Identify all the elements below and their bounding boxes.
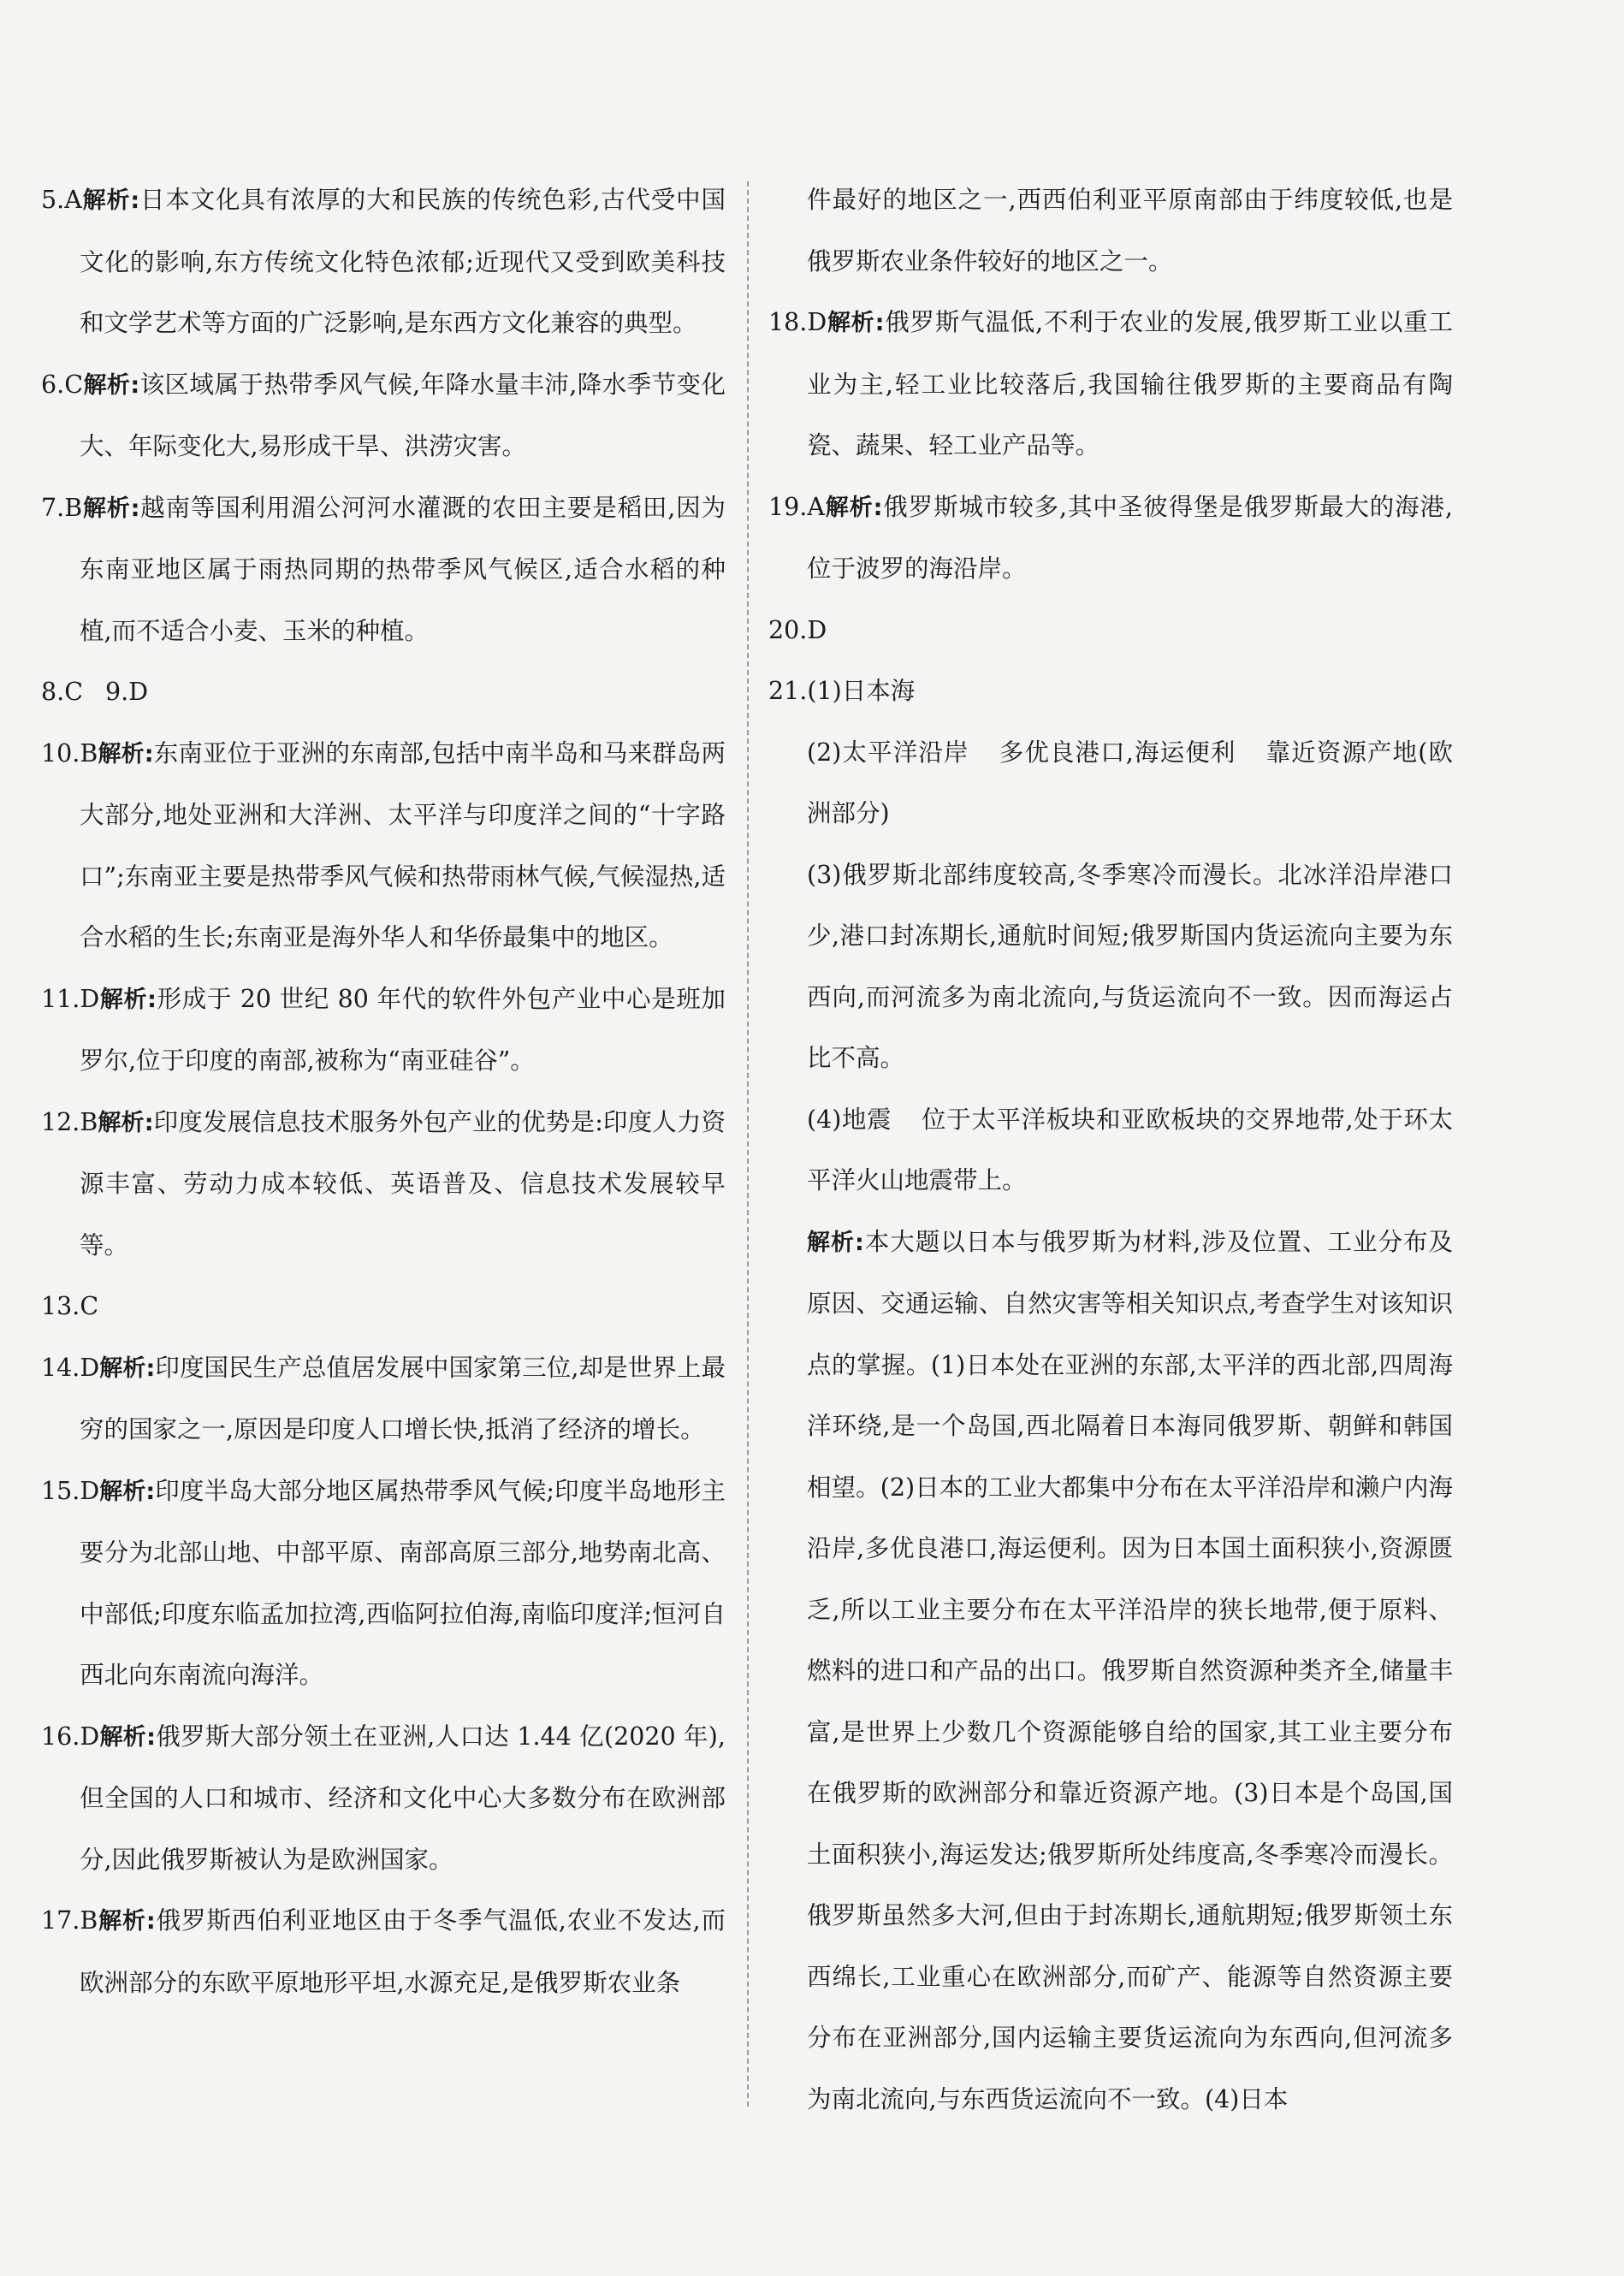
analysis-text: 印度国民生产总值居发展中国家第三位,却是世界上最穷的国家之一,原因是印度人口增长快,抵消了经济的增长。: [80, 1353, 726, 1443]
answer-number: 7.B: [41, 493, 83, 522]
analysis-text: 俄罗斯大部分领土在亚洲,人口达 1.44 亿(2020 年),但全国的人口和城市、经济和文化中心大多数分布在欧洲部分,因此俄罗斯被认为是欧洲国家。: [80, 1722, 726, 1874]
analysis-text: 俄罗斯气温低,不利于农业的发展,俄罗斯工业以重工业为主,轻工业比较落后,我国输往俄罗斯的主要商品有陶瓷、蔬果、轻工业产品等。: [807, 308, 1453, 459]
answer-item-10: [41, 723, 726, 969]
answer-item-12: [41, 1092, 726, 1277]
analysis-label: 解析:: [82, 495, 140, 522]
analysis-label: 解析:: [98, 1109, 154, 1136]
answer-21-analysis: [768, 1212, 1453, 2131]
analysis-label: 解析:: [99, 986, 157, 1013]
answer-item-19: [768, 477, 1453, 600]
answer-number: 14.D: [41, 1353, 100, 1382]
analysis-text: 日本文化具有浓厚的大和民族的传统色彩,古代受中国文化的影响,东方传统文化特色浓郁;近现代又受到欧美科技和文学艺术等方面的广泛影响,是东西方文化兼容的典型。: [80, 186, 726, 337]
answer-number: 10.B: [41, 738, 98, 768]
analysis-label: 解析:: [824, 494, 883, 521]
answer-item-13: [41, 1276, 726, 1337]
analysis-text: 该区域属于热带季风气候,年降水量丰沛,降水季节变化大、年际变化大,易形成干旱、洪涝灾害。: [80, 370, 726, 460]
answer-number: 16.D: [41, 1722, 100, 1751]
analysis-text: 俄罗斯西伯利亚地区由于冬季气温低,农业不发达,而欧洲部分的东欧平原地形平坦,水源充足,是俄罗斯农业条: [80, 1906, 726, 1997]
answer-item-17-continued: 件最好的地区之一,西西伯利亚平原南部由于纬度较低,也是俄罗斯农业条件较好的地区之一。: [807, 186, 1453, 276]
answer-number: 12.B: [41, 1107, 98, 1136]
answer-number: 19.A: [768, 492, 825, 521]
answer-item-15: [41, 1461, 726, 1706]
analysis-text: 印度半岛大部分地区属热带季风气候;印度半岛地形主要分为北部山地、中部平原、南部高原三部分,地势南北高、中部低;印度东临孟加拉湾,西临阿拉伯海,南临印度洋;恒河自西北向东南流向海洋。: [80, 1476, 726, 1689]
analysis-text: 印度发展信息技术服务外包产业的优势是:印度人力资源丰富、劳动力成本较低、英语普及、信息技术发展较早等。: [80, 1107, 726, 1260]
answer-number: 6.C: [41, 370, 83, 399]
answer-part-4a: (4)地震: [807, 1105, 892, 1134]
analysis-label: 解析:: [81, 187, 140, 214]
answer-number: 15.D: [41, 1476, 100, 1505]
right-column: [768, 169, 1453, 2130]
analysis-text: 形成于 20 世纪 80 年代的软件外包产业中心是班加罗尔,位于印度的南部,被称为“南亚硅谷”。: [80, 984, 726, 1075]
analysis-text: 本大题以日本与俄罗斯为材料,涉及位置、工业分布及原因、交通运输、自然灾害等相关知识点,考查学生对该知识点的掌握。(1)日本处在亚洲的东部,太平洋的西北部,四周海洋环绕,是一个岛国,西北隔着日本海同俄罗斯、朝鲜和韩国相望。(2)日本的工业大都集中分布在太平洋沿岸和濑户内海沿岸,多优良港口,海运便利。因为日本国土面积狭小,资源匮乏,所以工业主要分布在太平洋沿岸的狭长地带,便于原料、燃料的进口和产品的出口。俄罗斯自然资源种类齐全,储量丰富,是世界上少数几个资源能够自给的国家,其工业主要分布在俄罗斯的欧洲部分和靠近资源产地。(3)日本是个岛国,国土面积狭小,海运发达;俄罗斯所处纬度高,冬季寒冷而漫长。俄罗斯虽然多大河,但由于封冻期长,通航期短;俄罗斯领土东西绵长,工业重心在欧洲部分,而矿产、能源等自然资源主要分布在亚洲部分,国内运输主要货运流向为东西向,但河流多为南北流向,与东西货运流向不一致。(4)日本: [807, 1227, 1453, 2113]
answer-number: 8.C: [41, 678, 83, 706]
analysis-label: 解析:: [98, 740, 154, 768]
analysis-label: 解析:: [807, 1229, 864, 1256]
column-divider: [747, 181, 749, 2107]
answer-part-4b: 位于太平洋板块和亚欧板块的交界地带,处于环太平洋火山地震带上。: [807, 1105, 1454, 1194]
answer-number: 9.D: [105, 678, 149, 706]
analysis-text: 越南等国利用湄公河河水灌溉的农田主要是稻田,因为东南亚地区属于雨热同期的热带季风气候区,适合水稻的种植,而不适合小麦、玉米的种植。: [80, 493, 726, 645]
analysis-label: 解析:: [83, 371, 140, 399]
analysis-label: 解析:: [827, 310, 885, 336]
answer-item-14: [41, 1337, 726, 1461]
left-column: [41, 169, 726, 2013]
answer-number: 17.B: [41, 1906, 98, 1935]
answer-part-2a: (2)太平洋沿岸: [807, 738, 969, 767]
answer-number: 21.: [768, 677, 808, 705]
answer-part-4: [768, 1089, 1453, 1212]
answer-part-2c: 靠近资源产地(欧洲部分): [807, 738, 1453, 827]
answer-number: 13.C: [41, 1292, 99, 1320]
answer-number: 18.D: [768, 308, 827, 336]
answer-item-16: [41, 1706, 726, 1891]
answer-part-2: [768, 722, 1453, 845]
answer-part-2b: 多优良港口,海运便利: [998, 738, 1236, 767]
answer-item-17: [41, 1890, 726, 2013]
answer-number: 5.A: [41, 186, 82, 214]
answer-item-6: [41, 354, 726, 477]
answer-item-5: [41, 169, 726, 354]
answer-item-20: [768, 600, 1453, 661]
analysis-label: 解析:: [99, 1478, 156, 1505]
answer-item-21: [768, 661, 1453, 722]
answer-item-18: [768, 292, 1453, 477]
analysis-text: 俄罗斯城市较多,其中圣彼得堡是俄罗斯最大的海港,位于波罗的海沿岸。: [807, 492, 1453, 583]
answer-item-7: [41, 477, 726, 662]
analysis-label: 解析:: [98, 1908, 156, 1935]
answer-item-8-9: [41, 661, 726, 723]
answer-number: 11.D: [41, 984, 100, 1013]
answer-part-3: (3)俄罗斯北部纬度较高,冬季寒冷而漫长。北冰洋沿岸港口少,港口封冻期长,通航时间短;俄罗斯国内货运流向主要为东西向,而河流多为南北流向,与货运流向不一致。因而海运占比不高。: [807, 860, 1453, 1072]
analysis-text: 东南亚位于亚洲的东南部,包括中南半岛和马来群岛两大部分,地处亚洲和大洋洲、太平洋与印度洋之间的“十字路口”;东南亚主要是热带季风气候和热带雨林气候,气候湿热,适合水稻的生长;东南亚是海外华人和华侨最集中的地区。: [80, 738, 726, 951]
answer-number: 20.D: [768, 615, 827, 644]
analysis-label: 解析:: [99, 1723, 156, 1751]
answer-item-11: [41, 969, 726, 1092]
analysis-label: 解析:: [99, 1354, 156, 1382]
answer-part-1: (1)日本海: [807, 677, 916, 705]
